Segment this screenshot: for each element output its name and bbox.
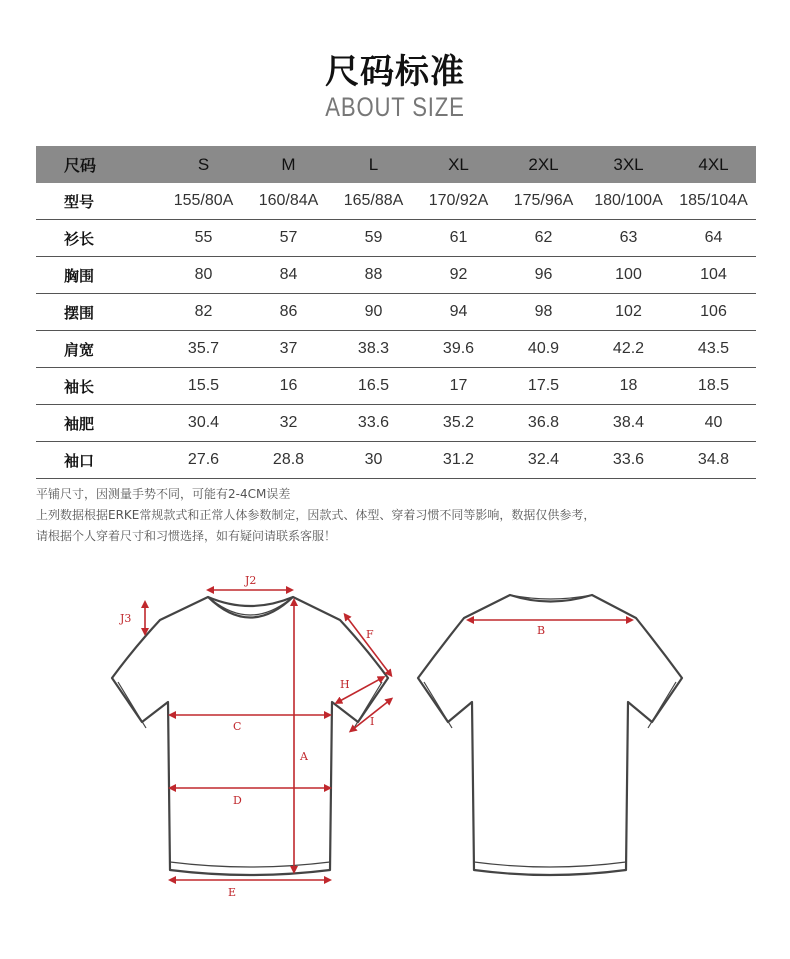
table-cell: 40 (671, 405, 756, 442)
label-d: D (233, 794, 242, 807)
table-row (36, 220, 756, 257)
table-cell: 18.5 (671, 368, 756, 405)
table-cell: 102 (586, 294, 671, 331)
table-row (36, 257, 756, 294)
label-b: B (537, 624, 546, 637)
table-cell: 32 (246, 405, 331, 442)
table-cell: 35.2 (416, 405, 501, 442)
table-cell: 40.9 (501, 331, 586, 368)
page-title: 尺码标准 (325, 52, 465, 92)
table-cell: 64 (671, 220, 756, 257)
table-cell: 31.2 (416, 442, 501, 479)
table-row (36, 442, 756, 479)
table-cell: 38.3 (331, 331, 416, 368)
table-cell: 86 (246, 294, 331, 331)
note-line: 请根据个人穿着尺寸和习惯选择，如有疑问请联系客服！ (36, 529, 337, 543)
table-row (36, 368, 756, 405)
label-a: A (300, 750, 308, 763)
table-cell: 170/92A (416, 183, 501, 220)
table-cell: 165/88A (331, 183, 416, 220)
label-f: F (366, 628, 374, 641)
row-label: 袖长 (36, 368, 161, 405)
table-cell: 16.5 (331, 368, 416, 405)
label-h: H (340, 678, 350, 691)
table-cell: 80 (161, 257, 246, 294)
row-label: 袖口 (36, 442, 161, 479)
table-row (36, 331, 756, 368)
measurement-lines (145, 590, 630, 880)
table-row (36, 183, 756, 220)
label-c: C (233, 720, 242, 733)
table-cell: 90 (331, 294, 416, 331)
column-header: 4XL (671, 146, 756, 183)
table-cell: 43.5 (671, 331, 756, 368)
table-cell: 106 (671, 294, 756, 331)
label-j2: J2 (245, 574, 257, 587)
table-cell: 36.8 (501, 405, 586, 442)
tshirt-measurement-diagram (90, 570, 700, 905)
row-label: 型号 (36, 183, 161, 220)
table-cell: 33.6 (586, 442, 671, 479)
table-cell: 92 (416, 257, 501, 294)
column-header: XL (416, 146, 501, 183)
row-label: 衫长 (36, 220, 161, 257)
column-header: S (161, 146, 246, 183)
page-subtitle: ABOUT SIZE (325, 92, 465, 122)
table-cell: 61 (416, 220, 501, 257)
table-cell: 33.6 (331, 405, 416, 442)
column-header: L (331, 146, 416, 183)
table-cell: 59 (331, 220, 416, 257)
column-header: 3XL (586, 146, 671, 183)
column-header: 2XL (501, 146, 586, 183)
table-cell: 63 (586, 220, 671, 257)
table-cell: 82 (161, 294, 246, 331)
table-header-row (36, 146, 756, 183)
table-cell: 88 (331, 257, 416, 294)
table-row (36, 405, 756, 442)
label-e: E (228, 886, 237, 899)
table-cell: 155/80A (161, 183, 246, 220)
note-line: 上列数据根据ERKE常规款式和正常人体参数制定，因款式、体型、穿着习惯不同等影响，数据仅供参考， (36, 508, 596, 522)
table-cell: 62 (501, 220, 586, 257)
table-cell: 35.7 (161, 331, 246, 368)
table-cell: 16 (246, 368, 331, 405)
table-row (36, 294, 756, 331)
table-cell: 180/100A (586, 183, 671, 220)
table-cell: 100 (586, 257, 671, 294)
table-cell: 185/104A (671, 183, 756, 220)
row-label: 袖肥 (36, 405, 161, 442)
table-cell: 15.5 (161, 368, 246, 405)
table-cell: 27.6 (161, 442, 246, 479)
row-label: 胸围 (36, 257, 161, 294)
table-cell: 57 (246, 220, 331, 257)
table-cell: 32.4 (501, 442, 586, 479)
front-shirt-outline (112, 597, 388, 875)
size-table (36, 146, 756, 479)
table-cell: 37 (246, 331, 331, 368)
table-cell: 34.8 (671, 442, 756, 479)
table-cell: 98 (501, 294, 586, 331)
table-cell: 30.4 (161, 405, 246, 442)
label-j3: J3 (120, 612, 132, 625)
table-cell: 39.6 (416, 331, 501, 368)
table-cell: 55 (161, 220, 246, 257)
table-cell: 104 (671, 257, 756, 294)
table-cell: 94 (416, 294, 501, 331)
table-cell: 175/96A (501, 183, 586, 220)
table-cell: 160/84A (246, 183, 331, 220)
table-cell: 18 (586, 368, 671, 405)
row-label: 摆围 (36, 294, 161, 331)
table-cell: 30 (331, 442, 416, 479)
table-cell: 17.5 (501, 368, 586, 405)
table-cell: 96 (501, 257, 586, 294)
row-label: 肩宽 (36, 331, 161, 368)
size-notes (36, 484, 595, 547)
table-cell: 42.2 (586, 331, 671, 368)
table-cell: 17 (416, 368, 501, 405)
column-header: 尺码 (36, 146, 161, 183)
note-line: 平铺尺寸，因测量手势不同，可能有2-4CM误差 (36, 487, 291, 501)
table-cell: 28.8 (246, 442, 331, 479)
back-shirt-outline (418, 595, 682, 875)
label-i: I (370, 715, 375, 728)
table-cell: 84 (246, 257, 331, 294)
table-cell: 38.4 (586, 405, 671, 442)
column-header: M (246, 146, 331, 183)
